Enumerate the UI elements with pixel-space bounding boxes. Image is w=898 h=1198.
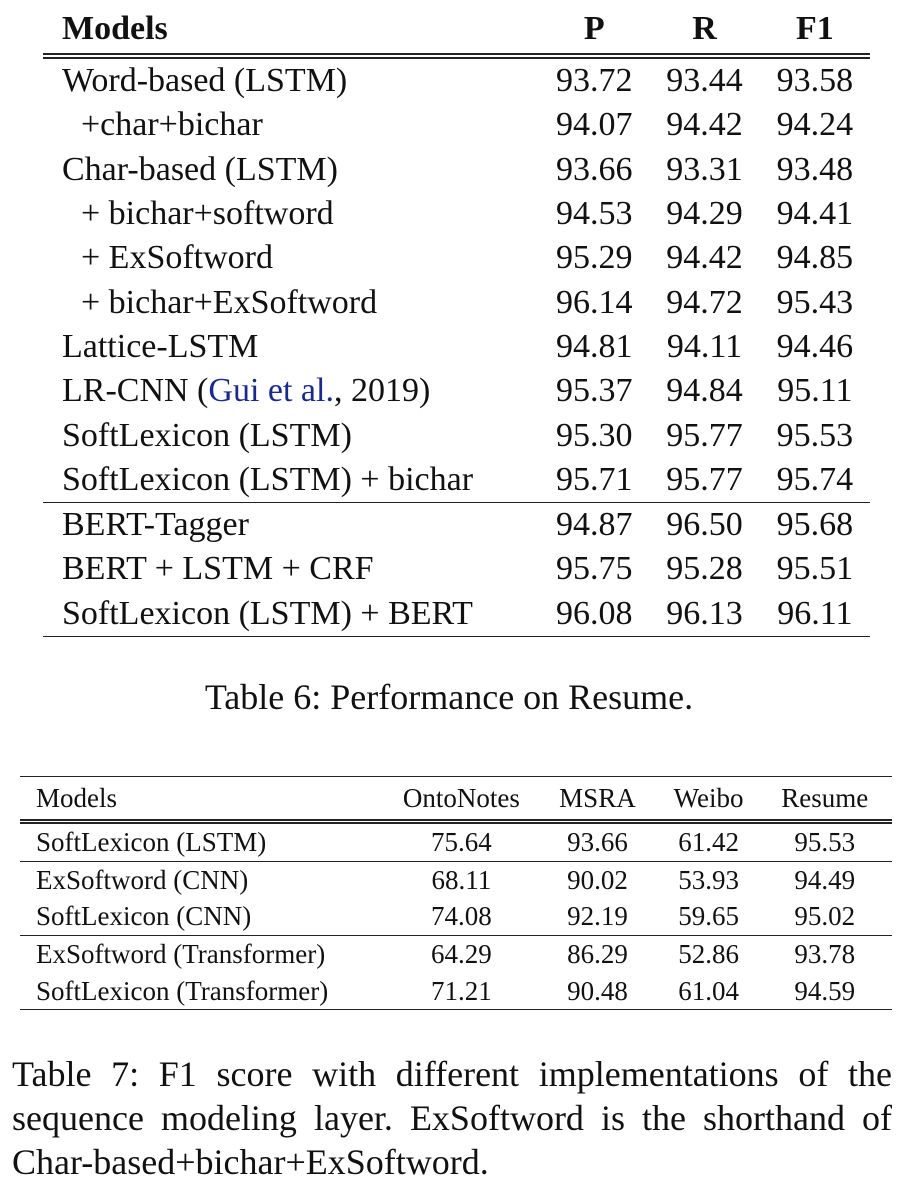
model-name: + ExSoftword	[81, 239, 273, 277]
f1-value: 95.53	[776, 416, 854, 454]
ontonotes-value: 74.08	[431, 901, 492, 932]
resume-value: 94.59	[794, 975, 856, 1006]
table-header-row	[20, 777, 892, 822]
model-name: SoftLexicon (LSTM)	[62, 416, 352, 454]
r-value: 94.72	[666, 283, 743, 321]
model-name-suffix: , 2019)	[333, 372, 431, 410]
table-6-caption: Table 6: Performance on Resume.	[204, 677, 694, 717]
p-value: 96.14	[555, 283, 633, 321]
r-value: 94.42	[666, 106, 743, 144]
f1-value: 94.46	[776, 327, 854, 365]
model-name: Char-based (LSTM)	[62, 150, 338, 188]
r-value: 96.13	[666, 594, 743, 632]
table-row	[43, 458, 870, 503]
resume-value: 94.49	[794, 864, 856, 895]
model-name: SoftLexicon (Transformer)	[36, 975, 329, 1006]
header-models: Models	[36, 782, 117, 813]
table-row	[43, 192, 870, 236]
p-value: 95.29	[555, 239, 633, 277]
r-value: 94.29	[666, 195, 743, 233]
p-value: 95.30	[555, 416, 633, 454]
header-resume: Resume	[781, 782, 869, 813]
r-value: 95.28	[666, 550, 743, 588]
header-f1: F1	[795, 9, 834, 47]
r-value: 95.77	[666, 416, 743, 454]
table-header-row	[43, 4, 870, 56]
weibo-value: 61.42	[678, 826, 739, 857]
table-row	[43, 280, 870, 324]
citation-link[interactable]: Gui et al.	[208, 372, 334, 410]
ontonotes-value: 71.21	[431, 975, 492, 1006]
msra-value: 92.19	[567, 901, 628, 932]
resume-value: 95.53	[794, 826, 856, 857]
model-name: + bichar+ExSoftword	[81, 283, 378, 321]
ontonotes-value: 68.11	[431, 864, 492, 895]
model-name: ExSoftword (CNN)	[36, 864, 249, 895]
ontonotes-value: 64.29	[431, 938, 492, 969]
model-name: BERT + LSTM + CRF	[62, 550, 374, 588]
resume-value: 93.78	[794, 938, 856, 969]
msra-value: 86.29	[567, 938, 628, 969]
model-name-prefix: LR-CNN (	[62, 372, 209, 410]
table-row	[43, 502, 870, 547]
model-name: SoftLexicon (LSTM) + BERT	[62, 594, 473, 632]
f1-value: 95.74	[776, 460, 854, 498]
header-models: Models	[62, 9, 168, 47]
table-row	[43, 369, 870, 413]
table-row	[43, 148, 870, 192]
header-msra: MSRA	[559, 782, 636, 813]
r-value: 93.31	[666, 150, 743, 188]
f1-value: 94.85	[776, 239, 854, 277]
header-ontonotes: OntoNotes	[402, 782, 520, 813]
model-name: SoftLexicon (LSTM) + bichar	[62, 460, 474, 498]
f1-value: 95.43	[776, 283, 854, 321]
ontonotes-value: 75.64	[431, 826, 492, 857]
header-weibo: Weibo	[673, 782, 744, 813]
table-row	[43, 413, 870, 457]
model-name: Word-based (LSTM)	[62, 62, 348, 100]
f1-value: 96.11	[777, 594, 853, 632]
p-value: 94.81	[555, 327, 633, 365]
model-name: ExSoftword (Transformer)	[36, 938, 326, 969]
f1-value: 95.11	[777, 372, 853, 410]
header-p: P	[583, 9, 605, 47]
table-row	[20, 822, 892, 862]
model-name: SoftLexicon (CNN)	[36, 901, 252, 932]
f1-value: 94.24	[776, 106, 854, 144]
f1-value: 93.48	[776, 150, 854, 188]
r-value: 94.42	[666, 239, 743, 277]
weibo-value: 59.65	[678, 901, 739, 932]
model-name: BERT-Tagger	[62, 506, 249, 544]
p-value: 95.71	[555, 460, 633, 498]
table-7-caption: Table 7: F1 score with different implementations of the sequence modeling layer. ExSoftword is the shorthand of Char-based+bichar+ExSoftword.	[12, 1054, 892, 1182]
weibo-value: 61.04	[678, 975, 739, 1006]
model-name: +char+bichar	[81, 106, 263, 144]
model-name: + bichar+softword	[81, 195, 334, 233]
weibo-value: 53.93	[678, 864, 739, 895]
p-value: 95.37	[555, 372, 633, 410]
p-value: 93.66	[555, 150, 633, 188]
table-row	[43, 236, 870, 280]
r-value: 95.77	[666, 460, 743, 498]
p-value: 93.72	[555, 62, 633, 100]
table-6	[43, 4, 870, 637]
table-row	[20, 861, 892, 898]
f1-value: 95.68	[776, 506, 854, 544]
table-row	[43, 56, 870, 103]
r-value: 94.84	[666, 372, 743, 410]
p-value: 94.87	[555, 506, 633, 544]
header-r: R	[692, 9, 717, 47]
r-value: 93.44	[666, 62, 743, 100]
f1-value: 93.58	[776, 62, 854, 100]
p-value: 96.08	[555, 594, 633, 632]
table-7	[20, 776, 892, 1010]
resume-value: 95.02	[794, 901, 856, 932]
table-row	[43, 325, 870, 369]
p-value: 94.07	[555, 106, 633, 144]
r-value: 96.50	[666, 506, 743, 544]
f1-value: 95.51	[776, 550, 854, 588]
table-row	[20, 898, 892, 935]
msra-value: 90.48	[567, 975, 628, 1006]
model-name: SoftLexicon (LSTM)	[36, 826, 267, 857]
msra-value: 90.02	[567, 864, 628, 895]
table-row	[43, 103, 870, 147]
p-value: 94.53	[555, 195, 633, 233]
table-row	[43, 592, 870, 637]
model-name: Lattice-LSTM	[62, 327, 259, 365]
table-row	[20, 973, 892, 1010]
f1-value: 94.41	[776, 195, 854, 233]
model-name	[43, 369, 539, 413]
p-value: 95.75	[555, 550, 633, 588]
msra-value: 93.66	[567, 826, 628, 857]
table-row	[43, 547, 870, 591]
r-value: 94.11	[666, 327, 743, 365]
weibo-value: 52.86	[678, 938, 739, 969]
table-row	[20, 936, 892, 973]
